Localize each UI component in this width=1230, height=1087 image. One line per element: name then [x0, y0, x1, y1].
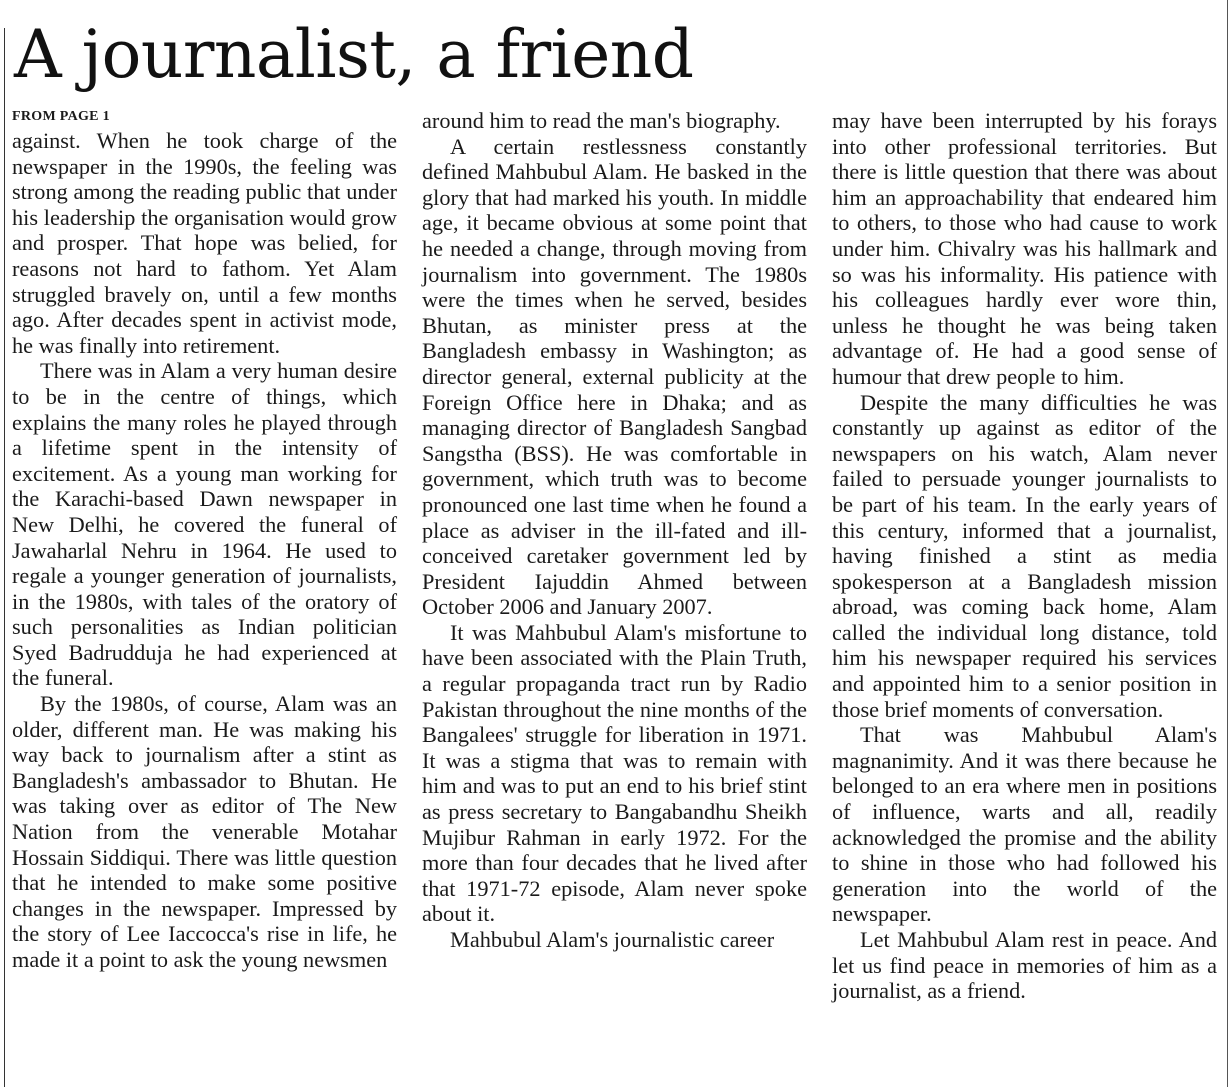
article-column-3	[832, 108, 1217, 1004]
article-column-1	[12, 108, 397, 973]
paragraph: Mahbubul Alam's journalistic career	[450, 927, 775, 952]
continuation-label: FROM PAGE 1	[12, 109, 110, 124]
paragraph: Despite the many difficulties he was constantly up against as editor of the newspapers on his watch, Alam never failed to persuade younger journalists to be part of his team. In the early years of this century, informed that a journalist, having finished a stint as media spokesperson at a Bangladesh mission abroad, was coming back home, Alam called the individual long distance, told him his newspaper required his services and appointed him to a senior position in those brief moments of conversation.	[832, 389, 1217, 722]
paragraph: That was Mahbubul Alam's magnanimity. And it was there because he belonged to an era where men in positions of influence, warts and all, readily acknowledged the promise and the ability to shine in those who had followed his generation into the world of the newspaper.	[832, 722, 1217, 927]
column-rule-right	[1227, 0, 1228, 1087]
article-column-2	[422, 108, 807, 953]
paragraph: around him to read the man's biography.	[422, 108, 781, 133]
paragraph: A certain restlessness constantly defined Mahbubul Alam. He basked in the glory that had marked his youth. In middle age, it became obvious at some point that he needed a change, through moving from journalism into government. The 1980s were the times when he served, besides Bhutan, as minister press at the Bangladesh embassy in Washington; as director general, external publicity at the Foreign Office here in Dhaka; and as managing director of Bangladesh Sangbad Sangstha (BSS). He was comfortable in government, which truth was to become pronounced one last time when he found a place as adviser in the ill-fated and ill-conceived caretaker government led by President Iajuddin Ahmed between October 2006 and January 2007.	[422, 133, 807, 620]
headline: A journalist, a friend	[14, 16, 694, 93]
column-rule-left	[4, 28, 5, 1087]
paragraph: By the 1980s, of course, Alam was an older, different man. He was making his way back to journalism after a stint as Bangladesh's ambassador to Bhutan. He was taking over as editor of The New Nation from the venerable Motahar Hossain Siddiqui. There was little question that he intended to make some positive changes in the newspaper. Impressed by the story of Lee Iaccocca's rise in life, he made it a point to ask the young newsmen	[12, 691, 397, 972]
paragraph: may have been interrupted by his forays into other professional territories. But there is little question that there was about him an approachability that endeared him to others, to those who had cause to work under him. Chivalry was his hallmark and so was his informality. His patience with his colleagues hardly ever wore thin, unless he thought he was being taken advantage of. He had a good sense of humour that drew people to him.	[832, 108, 1217, 389]
paragraph: against. When he took charge of the newspaper in the 1990s, the feeling was strong among the reading public that under his leadership the organisation would grow and prosper. That hope was belied, for reasons not hard to fathom. Yet Alam struggled bravely on, until a few months ago. After decades spent in activist mode, he was finally into retirement.	[12, 128, 397, 358]
paragraph: It was Mahbubul Alam's misfortune to have been associated with the Plain Truth, a regular propaganda tract run by Radio Pakistan throughout the nine months of the Bangalees' struggle for liberation in 1971. It was a stigma that was to remain with him and was to put an end to his brief stint as press secretary to Bangabandhu Sheikh Mujibur Rahman in early 1972. For the more than four decades that he lived after that 1971-72 episode, Alam never spoke about it.	[422, 619, 807, 927]
paragraph: Let Mahbubul Alam rest in peace. And let us find peace in memories of him as a journalist, as a friend.	[832, 927, 1217, 1004]
paragraph: There was in Alam a very human desire to be in the centre of things, which explains the many roles he played through a lifetime spent in the intensity of excitement. As a young man working for the Karachi-based Dawn newspaper in New Delhi, he covered the funeral of Jawaharlal Nehru in 1964. He used to regale a younger generation of journalists, in the 1980s, with tales of the oratory of such personalities as Indian politician Syed Badrudduja he had experienced at the funeral.	[12, 358, 397, 691]
